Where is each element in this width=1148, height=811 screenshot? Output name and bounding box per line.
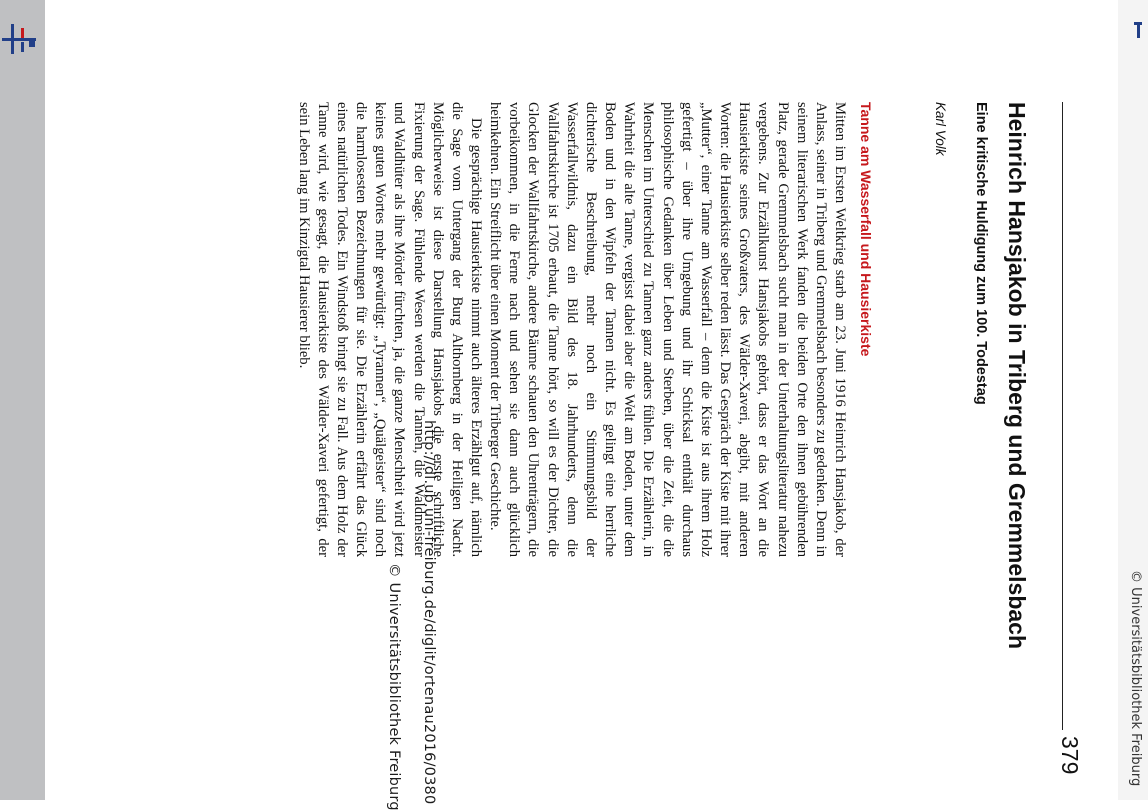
source-url-link[interactable]: http://dl.ub.uni-freiburg.de/diglit/ortenau2016/0380: [421, 420, 437, 805]
author-name: Karl Volk: [933, 102, 948, 156]
article-subtitle: Eine kritische Huldigung zum 100. Todestag: [973, 102, 989, 405]
body-paragraph: Die gesprächige Hausierkiste nimmt auch älteres Erzählgut auf, nämlich die Sage vom Untergang der Burg Althornberg in der Heiligen Nacht. Möglicherweise ist diese Darstellung Hansjakobs die erste schriftliche Fixierung der Sage. Fühlende Wesen werden die Tannen, die Waldmeister und Waldhüter als ihre Mörder fürchten, ja, die ganze Menschheit wird jetzt keines guten Wortes mehr gewürdigt: „Tyrannen“, „Quälgeister“ sind noch die harmlosesten Bezeichnungen für sie. Die Erzählerin erfährt das Glück eines natürlichen Todes. Ein Windstoß bringt sie zu Fall. Aus dem Holz der Tanne wird, wie gesagt, die Hausierkiste des Wälder-Xaveri gefertigt, der sein Leben lang im Kinzigtal Hausierer blieb.: [295, 102, 485, 557]
article-body: [293, 102, 849, 557]
page-number: 379: [1057, 736, 1083, 775]
viewer-left-strip: [0, 0, 45, 800]
edge-copyright: © Universitätsbibliothek Freiburg: [1128, 570, 1143, 787]
library-mark-icon: [1134, 22, 1142, 38]
copyright-notice: © Universitätsbibliothek Freiburg: [386, 563, 402, 811]
body-paragraph: Mitten im Ersten Weltkrieg starb am 23. Juni 1916 Heinrich Hansjakob, der Anlass, seiner in Triberg und Gremmelsbach besonders zu gedenken. Denn in seinem literarischen Werk fanden die beiden Orte den ihnen gebührenden Platz, gerade Gremmelsbach sucht man in der Unterhaltungsliteratur nahezu vergebens. Zur Erzählkunst Hansjakobs gehört, dass er das Wort an die Hausierkiste seines Großvaters, des Wälder-Xaveri, abgibt, mit anderen Worten: die Hausierkiste selber reden lässt. Das Gespräch der Kiste mit ihrer „Mutter“, einer Tanne am Wasserfall – denn die Kiste ist aus ihrem Holz gefertigt – über ihre Umgebung und ihr Schicksal enthält durchaus philosophische Gedanken über Leben und Sterben, über die Zeit, die die Menschen im Unterschied zu Tannen ganz anders fühlen. Die Erzählerin, in Wahrheit die alte Tanne, vergisst dabei aber die Welt am Boden, unter dem Boden und in den Wipfeln der Tannen nicht. Es gelingt eine herrliche dichterische Beschreibung, mehr noch ein Stimmungsbild der Wasserfallwildnis, dazu ein Bild des 18. Jahrhunderts, denn die Wallfahrtskirche ist 1705 erbaut, die Tanne hört, so will es der Dichter, die Glocken der Wallfahrtskirche, andere Bäume schauen den Uhrenträgern, die vorbeikommen, in die Ferne nach und sehen sie dann auch glücklich heimkehren. Ein Streiflicht über einen Moment der Triberger Geschichte.: [487, 102, 848, 557]
header-rule: [1062, 102, 1063, 730]
section-heading: Tanne am Wasserfall und Hausierkiste: [858, 102, 874, 357]
university-library-logo-icon: [2, 24, 36, 54]
article-title: Heinrich Hansjakob in Triberg und Gremmelsbach: [1004, 102, 1030, 650]
